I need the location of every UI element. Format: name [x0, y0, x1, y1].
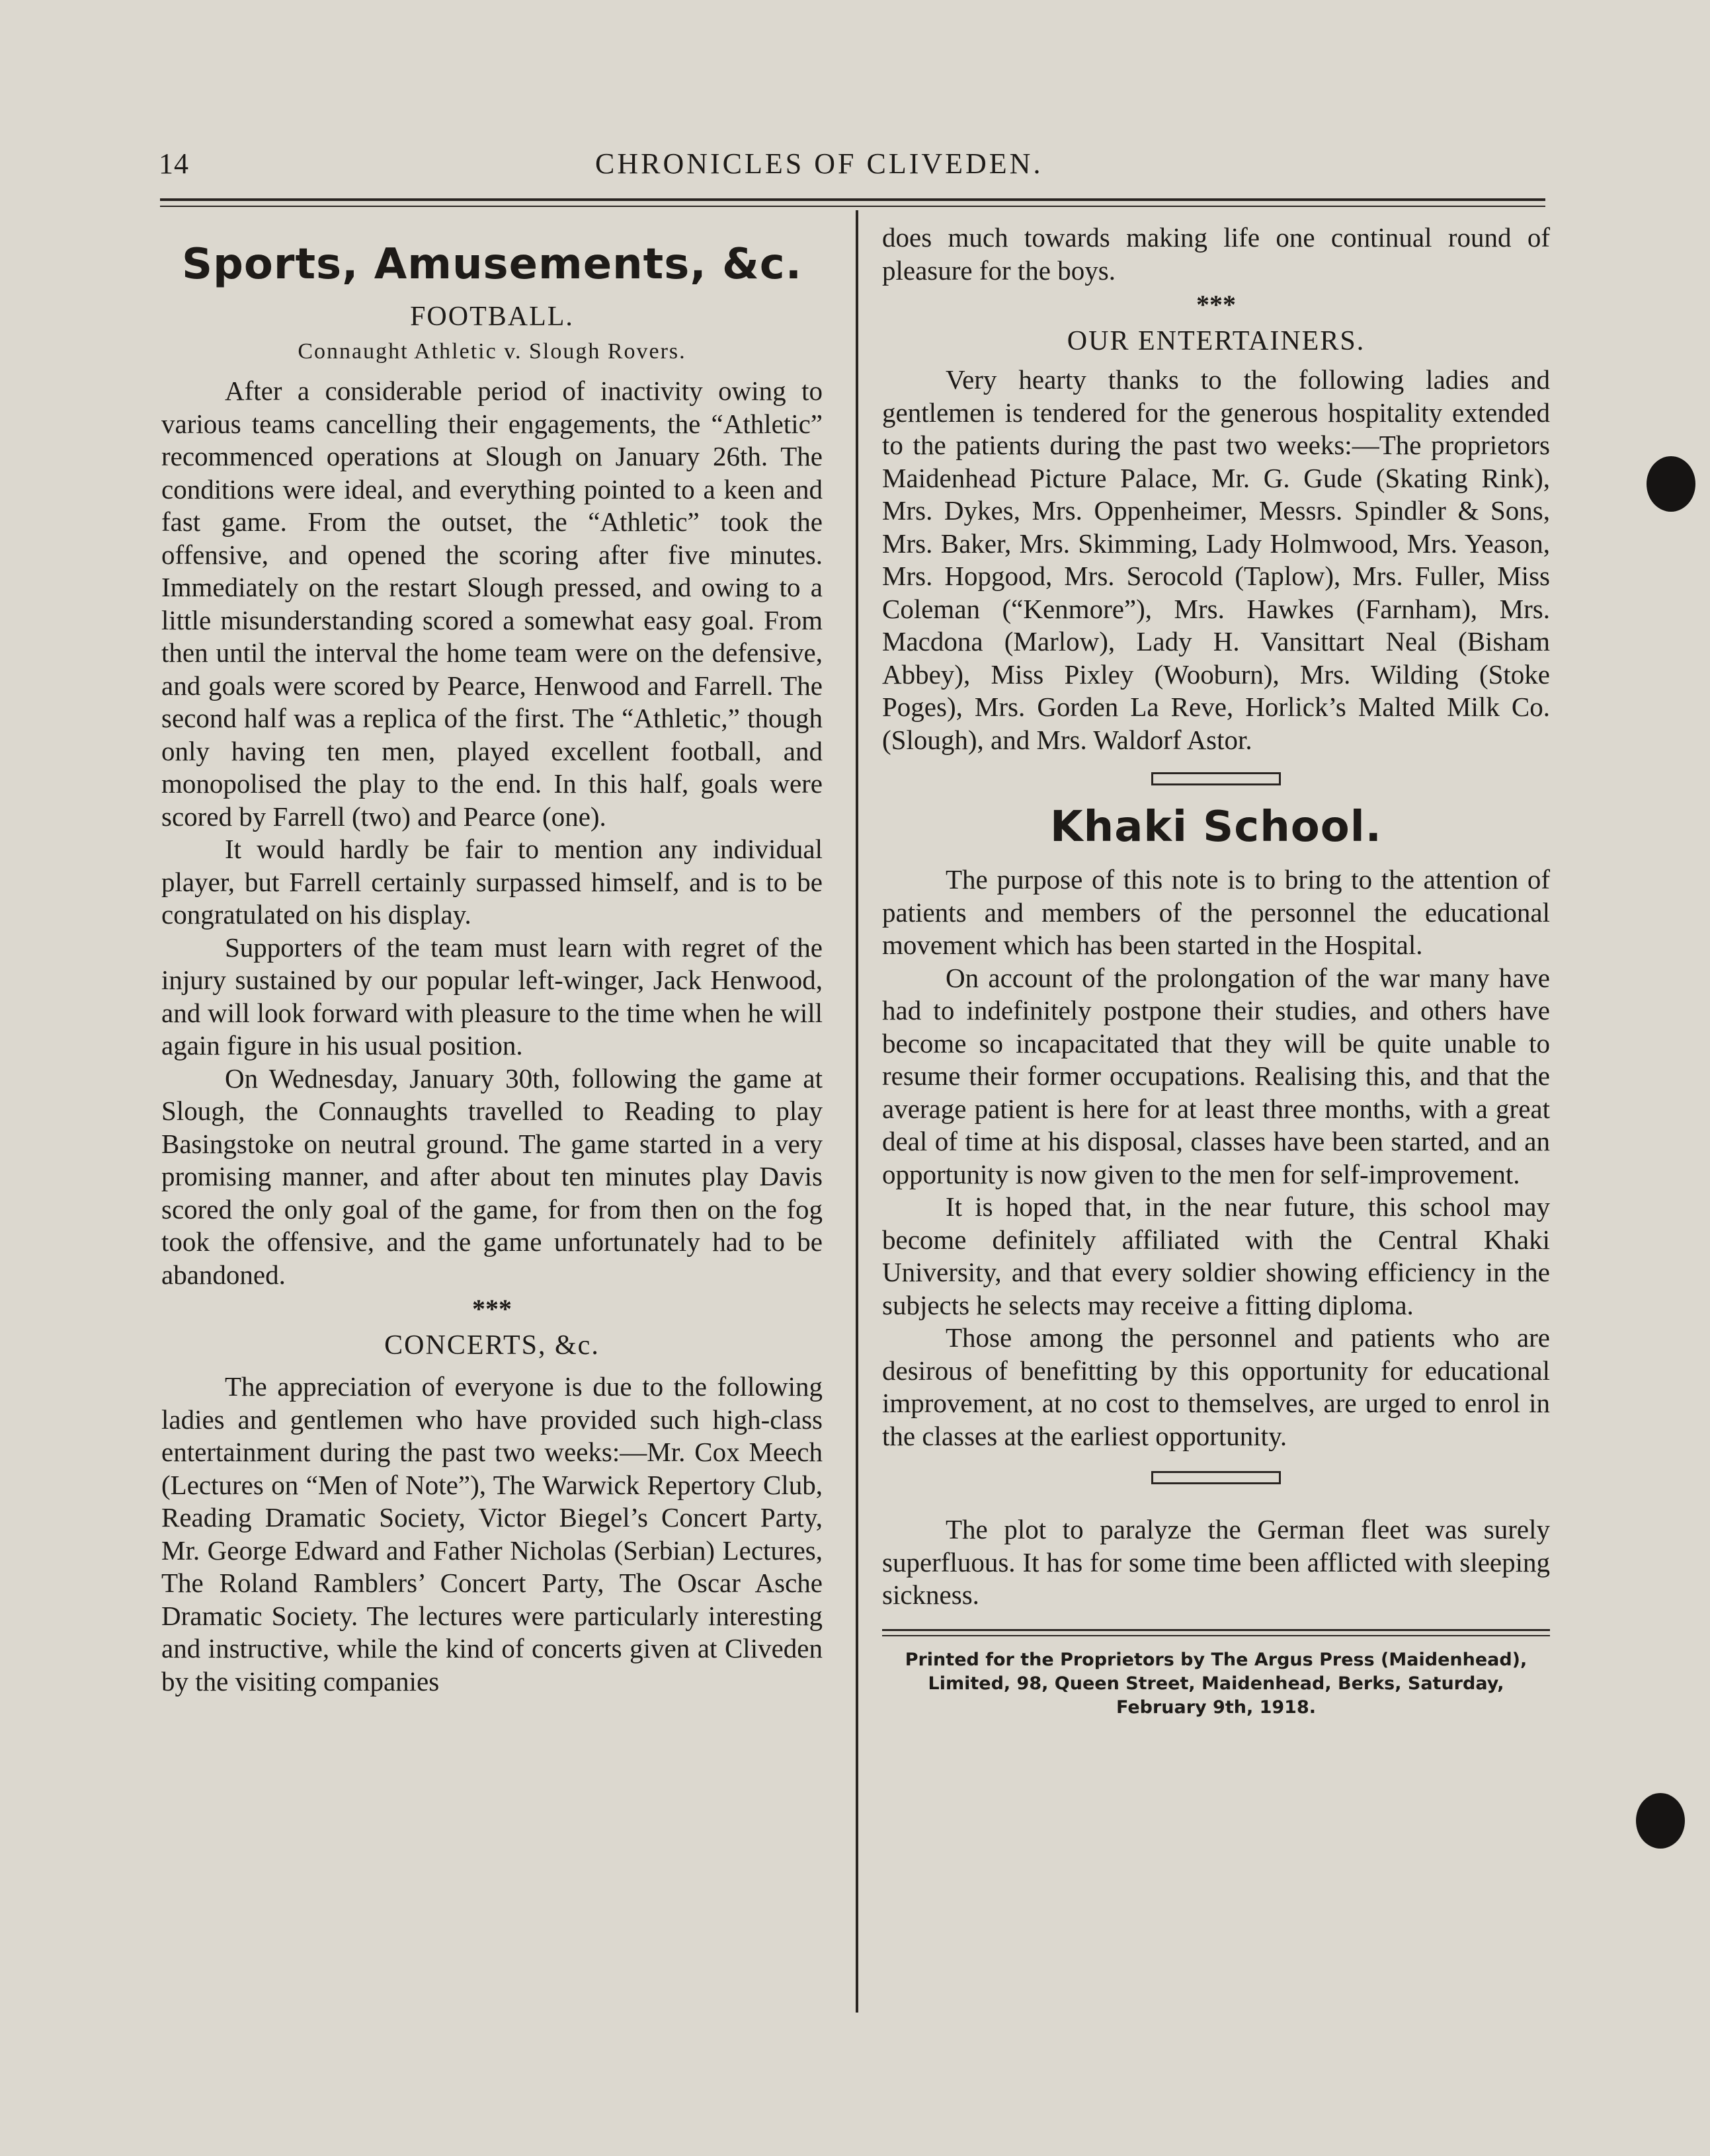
khaki-paragraph: On account of the prolongation of the war many have had to indefinitely postpone their studies, and others have become so incapacitated that they will be quite unable to resume their former occupations. Realising this, and that the average patient is here for at least three months, with a great deal of time at his disposal, classes have been started, and an opportunity is now given to the men for self-improvement.: [882, 962, 1550, 1189]
header-rule-thin: [160, 206, 1545, 207]
page-number: 14: [159, 147, 189, 180]
ornament-rule: [1151, 772, 1281, 785]
concerts-heading: CONCERTS, &c.: [384, 1330, 600, 1361]
right-column: [882, 221, 1550, 1720]
khaki-paragraph: It is hoped that, in the near future, this school may become definitely affiliated with the Central Khaki University, and that every soldier showing efficiency in the subjects he selects may receive a fitting diploma.: [882, 1191, 1550, 1320]
section-separator-stars: ***: [1196, 290, 1236, 319]
concerts-paragraph: The appreciation of everyone is due to the following ladies and gentlemen who have provided such high-class entertainment during the past two weeks:—Mr. Cox Meech (Lectures on “Men of Note”), The Warwick Repertory Club, Reading Dramatic Society, Victor Biegel’s Concert Party, Mr. George Edward and Father Nicholas (Serbian) Lectures, The Roland Ramblers’ Concert Party, The Oscar Asche Dramatic Society. The lectures were particularly interesting and instructive, while the kind of concerts given at Cliveden by the visiting companies: [161, 1371, 823, 1697]
section-title-khaki: Khaki School.: [1050, 803, 1382, 852]
footer-rule-thin: [882, 1635, 1550, 1636]
plot-paragraph: The plot to paralyze the German fleet was surely superfluous. It has for some time been afflicted with sleeping sickness.: [882, 1514, 1550, 1610]
punch-hole-icon: [1636, 1793, 1685, 1849]
khaki-paragraph: Those among the personnel and patients who are desirous of benefitting by this opportunity for educational improvement, at no cost to themselves, are urged to enrol in the classes at the earliest opportunity.: [882, 1322, 1550, 1451]
section-separator-stars: ***: [472, 1294, 512, 1324]
match-heading: Connaught Athletic v. Slough Rovers.: [298, 339, 686, 364]
entertainers-paragraph: Very hearty thanks to the following ladies and gentlemen is tendered for the generous hospitality extended to the patients during the past two weeks:—The proprietors Maidenhead Picture Palace, Mr. G. Gude (Skating Rink), Mrs. Dykes, Mrs. Oppenheimer, Messrs. Spindler & Sons, Mrs. Baker, Mrs. Skimming, Lady Holmwood, Mrs. Yeason, Mrs. Hopgood, Mrs. Serocold (Taplow), Mrs. Fuller, Miss Coleman (“Kenmore”), Mrs. Hawkes (Farnham), Mrs. Macdona (Marlow), Lady H. Vansittart Neal (Bisham Abbey), Miss Pixley (Wooburn), Mrs. Wilding (Stoke Poges), Mrs. Gorden La Reve, Horlick’s Malted Milk Co. (Slough), and Mrs. Waldorf Astor.: [882, 364, 1550, 755]
page-header: [159, 147, 1547, 193]
football-paragraph: Supporters of the team must learn with regret of the injury sustained by our popular left-winger, Jack Henwood, and will look forward with pleasure to the time when he will again figure in his usual position.: [161, 932, 823, 1060]
running-title: CHRONICLES OF CLIVEDEN.: [595, 147, 1043, 180]
football-paragraph: It would hardly be fair to mention any individual player, but Farrell certainly surpassed himself, and is to be congratulated on his display.: [161, 834, 823, 930]
entertainers-heading: OUR ENTERTAINERS.: [1067, 326, 1365, 356]
left-column: [161, 221, 823, 1698]
column-divider: [856, 210, 858, 2013]
ornament-rule: [1151, 1471, 1281, 1484]
concerts-continued: does much towards making life one continual round of pleasure for the boys.: [882, 222, 1550, 286]
football-paragraph: After a considerable period of inactivity owing to various teams cancelling their engagements, the “Athletic” recommenced operations at Slough on January 26th. The conditions were ideal, and everything pointed to a keen and fast game. From the outset, the “Athletic” took the offensive, and opened the scoring after five minutes. Immediately on the restart Slough pressed, and owing to a little misunderstanding scored a somewhat easy goal. From then until the interval the home team were on the defensive, and goals were scored by Pearce, Henwood and Farrell. The second half was a replica of the first. The “Athletic,” though only having ten men, played excellent football, and monopolised the play to the end. In this half, goals were scored by Farrell (two) and Pearce (one).: [161, 376, 823, 832]
section-title-sports: Sports, Amusements, &c.: [182, 240, 802, 289]
khaki-paragraph: The purpose of this note is to bring to the attention of patients and members of the personnel the educational movement which has been started in the Hospital.: [882, 864, 1550, 960]
football-paragraph: On Wednesday, January 30th, following the game at Slough, the Connaughts travelled to Reading to play Basingstoke on neutral ground. The game started in a very promising manner, and after about ten minutes play Davis scored the only goal of the game, for from then on the fog took the offensive, and the game unfortunately had to be abandoned.: [161, 1062, 823, 1290]
footer-rule: [882, 1629, 1550, 1631]
printer-imprint: Printed for the Proprietors by The Argus Press (Maidenhead), Limited, 98, Queen Street, Maidenhead, Berks, Saturday, February 9th, 1918.: [905, 1649, 1527, 1718]
header-rule: [160, 198, 1545, 201]
football-heading: FOOTBALL.: [410, 301, 574, 332]
punch-hole-icon: [1647, 456, 1695, 512]
